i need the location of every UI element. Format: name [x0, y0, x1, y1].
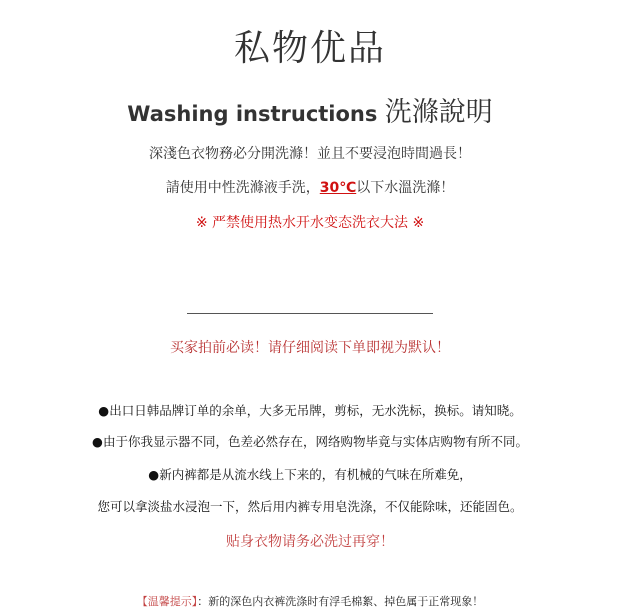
note-color-difference: ●由于你我显示器不同，色差必然存在，网络购物毕竟与实体店购物有所不同。 [92, 434, 528, 449]
divider-line [187, 313, 433, 314]
heading-chinese: 洗滌說明 [384, 97, 493, 128]
warm-tip-text: ：新的深色内衣裤洗涤时有浮毛棉絮、掉色属于正常现象！ [197, 595, 484, 608]
hot-water-warning: ※ 严禁使用热水开水变态洗衣大法 ※ [195, 215, 425, 231]
note-export-tags: ●出口日韩品牌订单的余单，大多无吊牌，剪标，无水洗标，换标。请知晓。 [98, 403, 522, 418]
separate-colors-instruction: 深淺色衣物務必分開洗滌！並且不要浸泡時間過長！ [149, 146, 471, 162]
washing-heading [0, 90, 620, 129]
brand-title: 私物优品 [233, 28, 386, 69]
note-new-smell: ●新内裤都是从流水线上下来的，有机械的气味在所难免， [148, 467, 472, 482]
handwash-text: 請使用中性洗滌液手洗， [165, 180, 320, 196]
warm-tip [0, 593, 620, 609]
buyer-notice: 买家拍前必读！请仔细阅读下单即视为默认！ [170, 340, 450, 356]
handwash-instruction [0, 177, 620, 197]
warm-tip-tag: 【温馨提示】 [136, 595, 198, 608]
water-temperature: 30℃ [319, 180, 357, 196]
wash-before-wear: 贴身衣物请务必洗过再穿！ [226, 534, 394, 550]
note-soak-advice: 您可以拿淡盐水浸泡一下，然后用内裤专用皂洗涤，不仅能除味，还能固色。 [97, 499, 523, 514]
heading-english: Washing instructions [127, 102, 378, 126]
handwash-text-end: 以下水溫洗滌！ [356, 180, 455, 196]
